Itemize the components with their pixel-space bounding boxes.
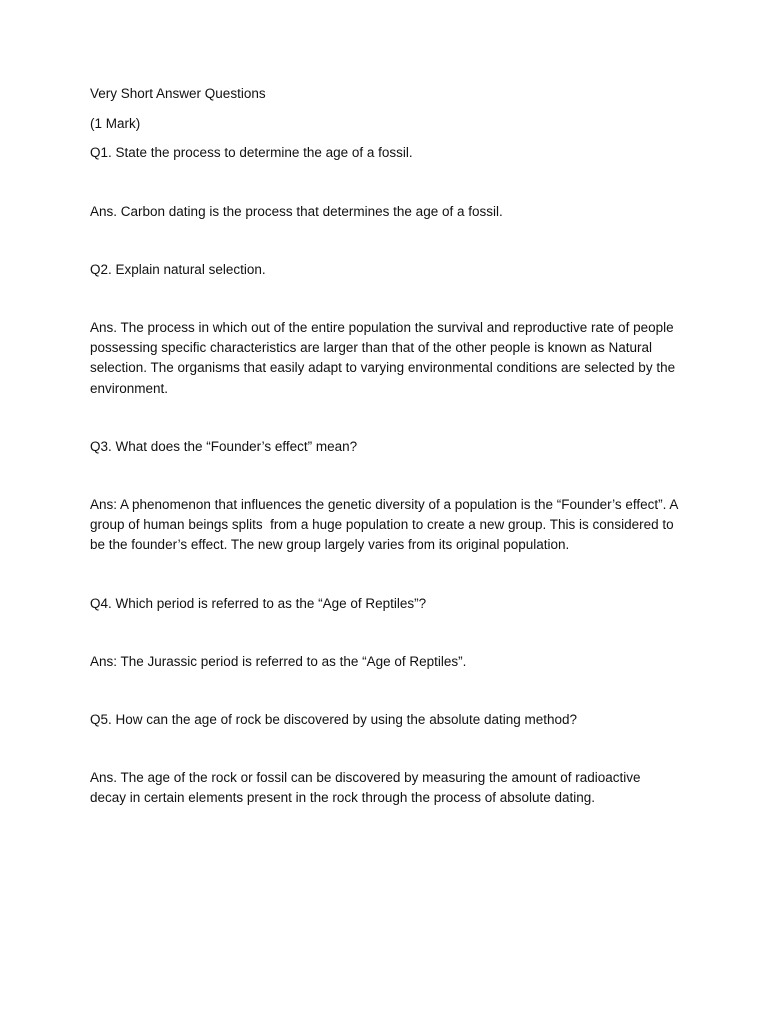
answer-3: Ans: A phenomenon that influences the genetic diversity of a population is the “Founder’s effect”. A group of human beings splits from a huge population to create a new group. This is considered to be the founder’s effect. The new group largely varies from its original population. [90,497,682,553]
question-3: Q3. What does the “Founder’s effect” mean? [90,438,358,454]
answer-1: Ans. Carbon dating is the process that determines the age of a fossil. [90,203,503,219]
question-5: Q5. How can the age of rock be discovered by using the absolute dating method? [90,712,578,728]
document-body [90,84,680,809]
question-4: Q4. Which period is referred to as the “Age of Reptiles”? [90,595,427,611]
answer-5: Ans. The age of the rock or fossil can be discovered by measuring the amount of radioactive decay in certain elements present in the rock through the process of absolute dating. [90,770,645,806]
section-heading: Very Short Answer Questions [90,86,266,101]
answer-4: Ans: The Jurassic period is referred to as the “Age of Reptiles”. [90,653,467,669]
marks-label: (1 Mark) [90,115,141,131]
question-2: Q2. Explain natural selection. [90,261,266,277]
answer-2: Ans. The process in which out of the entire population the survival and reproductive rate of people possessing specific characteristics are larger than that of the other people is known as Natural selection. The organisms that easily adapt to varying environmental conditions are selected by the environment. [90,320,679,396]
question-1: Q1. State the process to determine the age of a fossil. [90,145,413,161]
